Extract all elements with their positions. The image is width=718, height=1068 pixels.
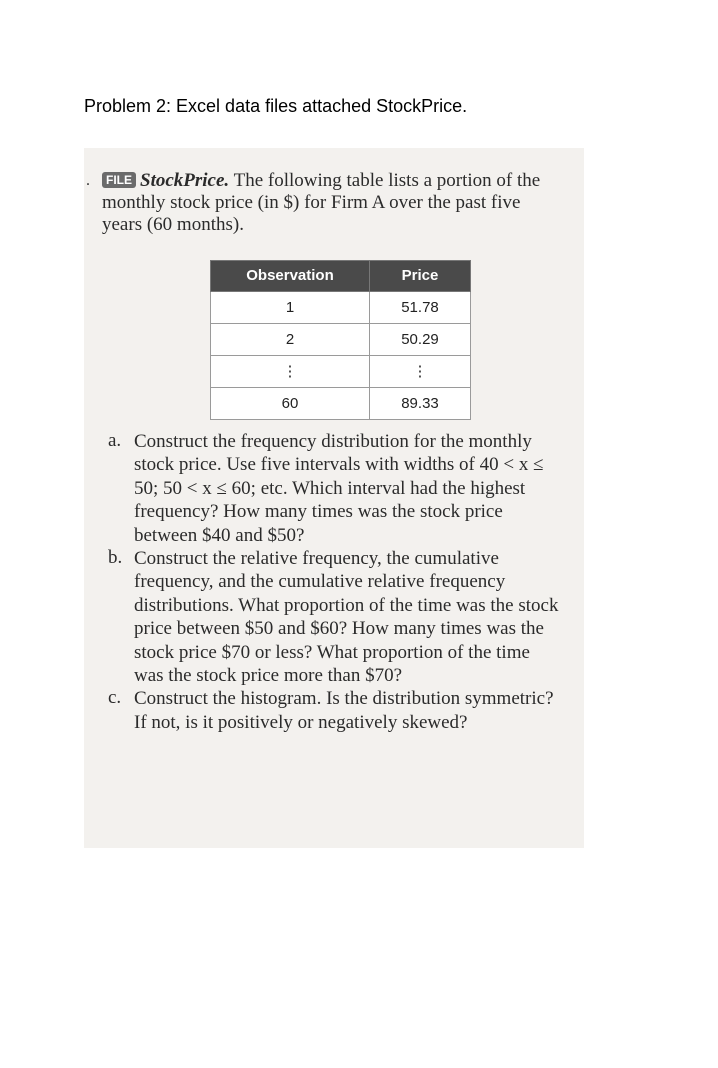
question-marker: a. [108,430,122,451]
dataset-name: StockPrice. [140,170,230,191]
table-row [211,292,471,324]
observation-cell: 1 [211,292,370,324]
problem-intro [102,170,564,236]
question-text: Construct the relative frequency, the cumulative frequency, and the cumulative relative frequency distributions. What proportion of the time was the stock price between $50 and $60? How many times was the stock price $70 or less? What proportion of the time was the stock price more than $70? [134,548,559,687]
intro-text: The following table lists a portion of the monthly stock price (in $) for Firm A over the past five years (60 months). [102,170,541,235]
observation-cell: ⋮ [211,356,370,388]
table-row [211,356,471,388]
question-a [102,430,564,547]
observation-cell: 60 [211,388,370,420]
table-header-row [211,261,471,292]
price-cell: ⋮ [370,356,471,388]
table-row [211,324,471,356]
question-c [102,687,564,734]
stock-price-table [210,260,471,420]
question-text: Construct the frequency distribution for the monthly stock price. Use five intervals with widths of 40 < x ≤ 50; 50 < x ≤ 60; etc. Which interval had the highest frequency? How many times was the stock price between $40 and $50? [134,431,544,546]
table-row [211,388,471,420]
observation-cell: 2 [211,324,370,356]
question-b [102,547,564,687]
price-cell: 89.33 [370,388,471,420]
file-badge: FILE [102,172,136,188]
question-list [102,430,564,734]
problem-number: . [86,172,90,189]
header-price: Price [370,261,471,292]
question-marker: b. [108,547,123,569]
header-observation: Observation [211,261,370,292]
question-marker: c. [108,687,122,709]
price-cell: 51.78 [370,292,471,324]
price-cell: 50.29 [370,324,471,356]
question-text: Construct the histogram. Is the distribution symmetric? If not, is it positively or negatively skewed? [134,688,554,733]
textbook-photo [84,148,584,848]
page-heading: Problem 2: Excel data files attached StockPrice. [84,96,468,116]
